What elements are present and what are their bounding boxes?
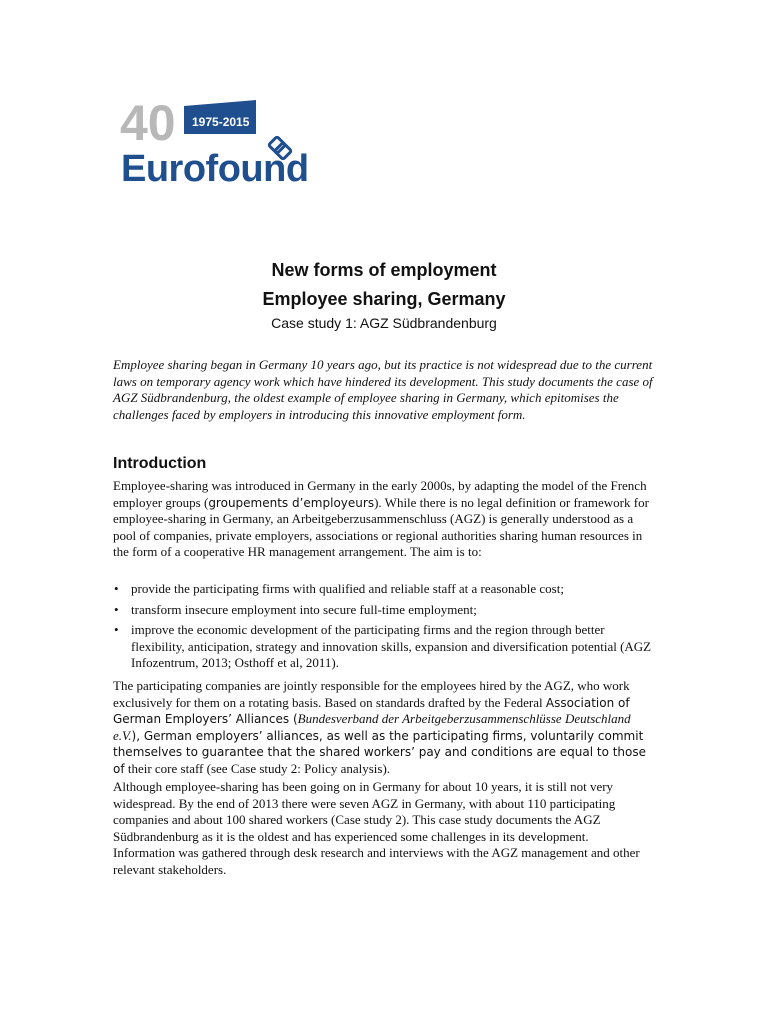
intro-p2-text-d: ), German employers’ alliances, as well as the participating firms, voluntarily commit themselves to guarantee that the shared workers’ pay and conditions are equal to those of <box>113 728 647 776</box>
logo-years: 1975-2015 <box>192 115 250 129</box>
list-item-text: provide the participating firms with qualified and reliable staff at a reasonable cost; <box>131 581 564 596</box>
bullet-icon: • <box>114 601 119 617</box>
logo-wordmark: Eurofound <box>121 148 309 190</box>
intro-p1-text-a: Employee-sharing was introduced in Germany in the early 2000s, by adapting the model of the French employer groups ( <box>113 478 647 510</box>
intro-p2-text-a: The participating companies are jointly responsible for the employees hired by the AGZ, who work exclusively for them on a rotating basis. Based on standards drafted by the Federal <box>113 678 630 710</box>
abstract-paragraph: Employee sharing began in Germany 10 years ago, but its practice is not widespread due to the current laws on temporary agency work which have hindered its development. This study documents the case of AGZ Südbrandenburg, the oldest example of employee sharing in Germany, which epitomises the challenges faced by employers in introducing this innovative employment form. <box>113 357 653 422</box>
intro-p1-text-c: ). While there is no legal definition or framework for employee-sharing in Germany, an Arbeitgeberzusammenschluss (AGZ) is generally understood as a pool of companies, private employers, associations or regional authorities sharing human resources in the form of a cooperative HR management arrangement. The aim is to: <box>113 494 649 560</box>
list-item <box>113 602 653 619</box>
document-subtitle: Case study 1: AGZ Südbrandenburg <box>271 315 497 331</box>
intro-p2-german-name: Bundesverband der Arbeitgeberzusammenschlüsse Deutschland e.V. <box>113 711 631 743</box>
list-item-text: transform insecure employment into secure full-time employment; <box>131 601 477 617</box>
introduction-heading: Introduction <box>113 455 207 472</box>
intro-paragraph-1 <box>113 478 653 561</box>
aims-list <box>113 581 653 676</box>
document-title-line-2: Employee sharing, Germany <box>262 289 506 309</box>
intro-p2-text-b: Association of German Employers’ Alliances ( <box>113 695 630 727</box>
intro-paragraph-3: Although employee-sharing has been going on in Germany for about 10 years, it is still not very widespread. By the end of 2013 there were seven AGZ in Germany, with about 110 participating companies and about 100 shared workers (Case study 2). This case study documents the AGZ Südbrandenburg as it is the oldest and has experienced some challenges in its development. Information was gathered through desk research and interviews with the AGZ management and other relevant stakeholders. <box>113 779 640 877</box>
list-item <box>113 581 653 598</box>
intro-p1-french-term: groupements d’employeurs <box>208 495 375 510</box>
intro-p2-text-e: their core staff (see Case study 2: Policy analysis). <box>124 760 391 776</box>
bullet-icon: • <box>114 581 119 596</box>
document-title-line-1: New forms of employment <box>271 260 497 280</box>
eurofound-logo <box>120 96 335 196</box>
list-item-text: improve the economic development of the participating firms and the region through better flexibility, anticipation, strategy and innovation skills, expansion and diversification potential (AGZ Infozentrum, 2013; Osthoff et al, 2011). <box>131 622 652 671</box>
intro-paragraph-2 <box>113 678 653 778</box>
logo-anniversary-number: 40 <box>120 96 176 151</box>
bullet-icon: • <box>114 622 119 638</box>
list-item <box>113 622 653 672</box>
